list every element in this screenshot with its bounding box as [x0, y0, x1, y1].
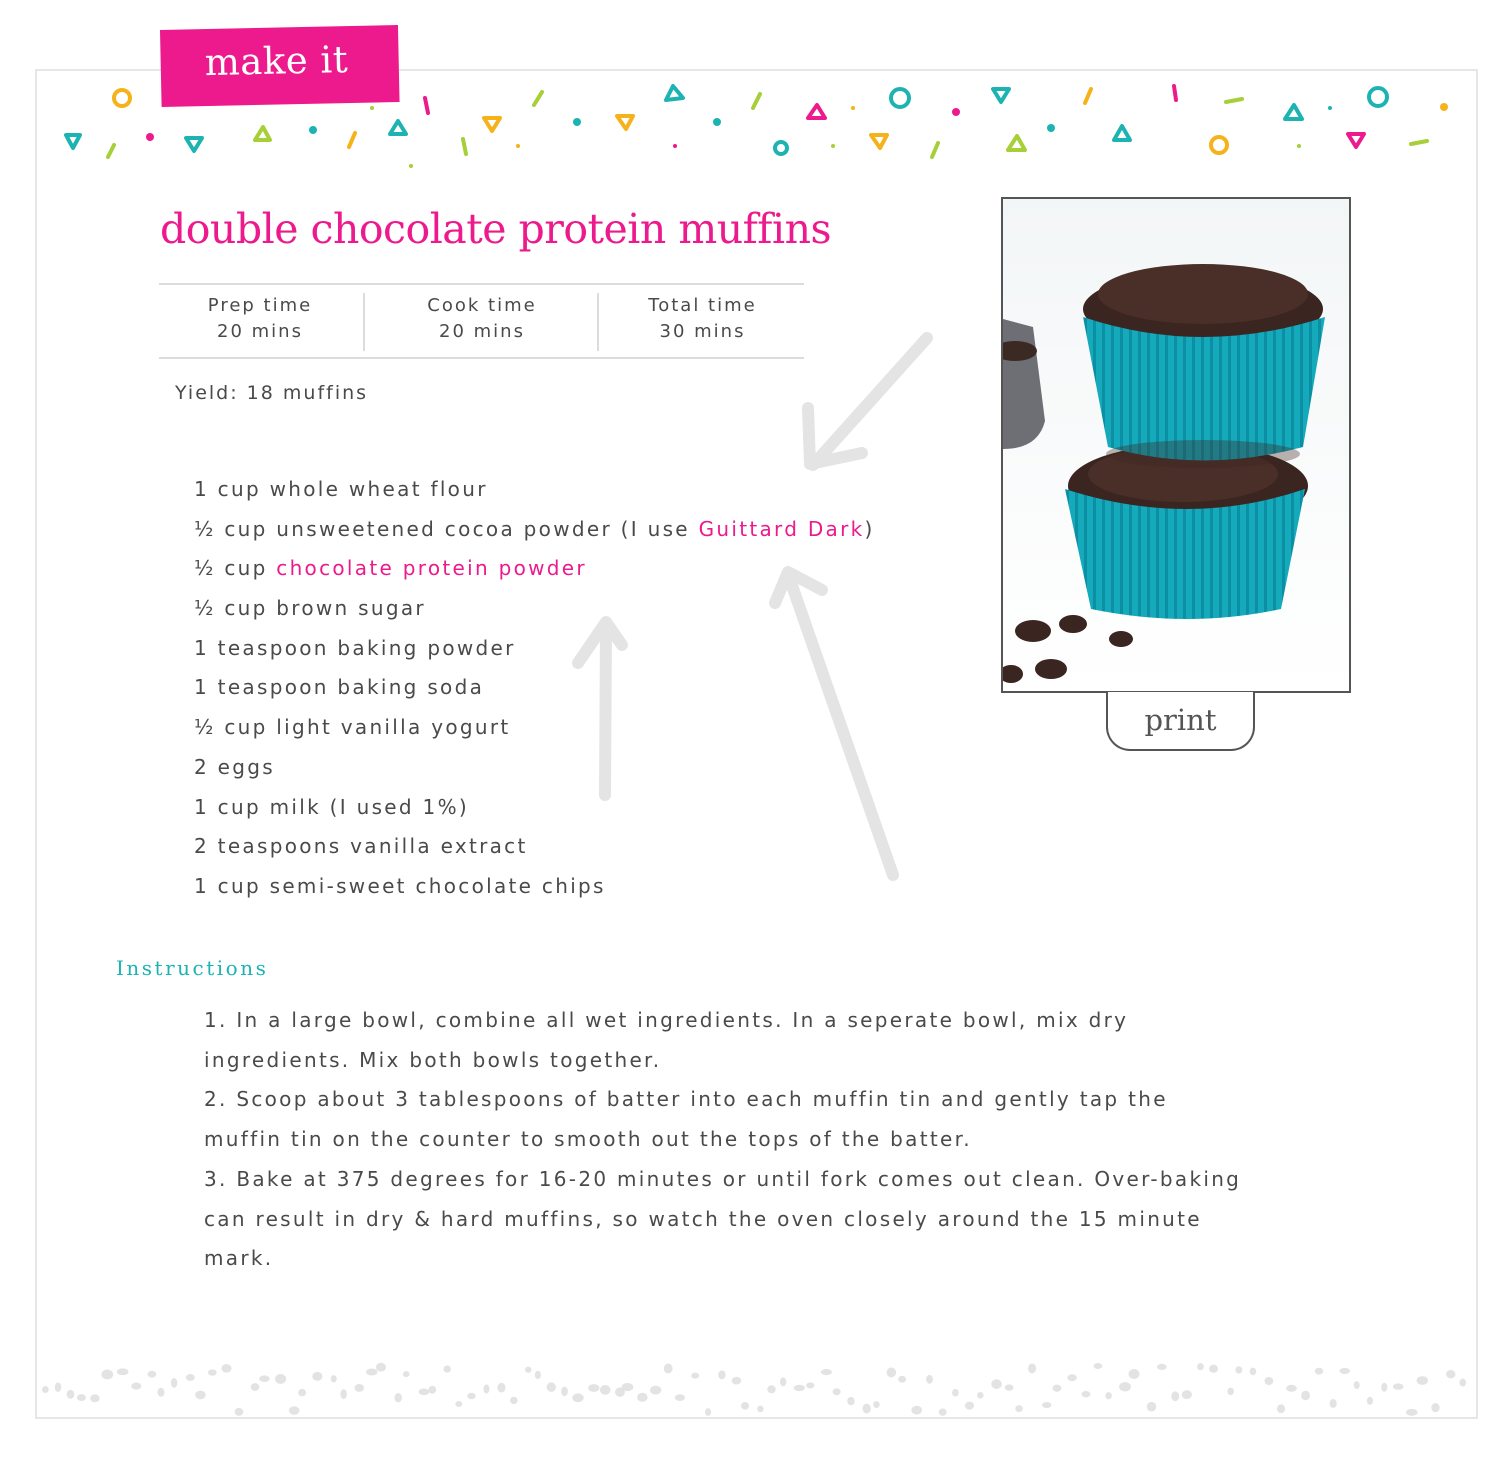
- decorative-dot: [366, 1368, 377, 1375]
- decorative-dot: [926, 1375, 933, 1384]
- decorative-dot: [1197, 1363, 1204, 1370]
- prep-time-label: Prep time: [207, 295, 313, 316]
- total-time-value: 30 mins: [659, 321, 746, 342]
- decorative-dot: [806, 1382, 814, 1388]
- ingredient-item: 1 cup semi-sweet chocolate chips: [194, 873, 606, 898]
- decorative-dot: [158, 1388, 165, 1397]
- decorative-dot: [259, 1375, 269, 1382]
- decorative-dot: [691, 1373, 699, 1379]
- decorative-dot: [939, 1408, 947, 1415]
- decorative-dot: [67, 1390, 75, 1399]
- decorative-dot: [376, 1363, 386, 1372]
- chocolate-protein-powder-link[interactable]: chocolate protein powder: [276, 556, 587, 581]
- decorative-dot: [1067, 1374, 1076, 1381]
- ingredient-item: 1 teaspoon baking powder: [194, 635, 516, 660]
- decorative-dot: [221, 1364, 231, 1373]
- decorative-dot: [1431, 1403, 1439, 1412]
- decorative-dot: [847, 1397, 854, 1406]
- decorative-dot: [741, 1402, 749, 1410]
- decorative-dot: [952, 1389, 959, 1397]
- recipe-yield: Yield: 18 muffins: [175, 382, 369, 404]
- ingredient-item: 1 cup whole wheat flour: [194, 477, 488, 501]
- guittard-dark-link[interactable]: Guittard Dark: [698, 516, 865, 541]
- cook-time-label: Cook time: [427, 295, 537, 316]
- decorative-dot: [600, 1385, 611, 1395]
- decorative-dot: [1209, 1365, 1218, 1373]
- decorative-dot: [887, 1368, 897, 1378]
- decorative-dot: [148, 1371, 157, 1378]
- decorative-dot: [588, 1384, 599, 1392]
- decorative-dot: [1147, 1402, 1156, 1412]
- decorative-dot: [1015, 1405, 1022, 1412]
- decorative-dot: [1227, 1388, 1234, 1395]
- ingredient-item: 1 cup milk (I used 1%): [194, 794, 469, 819]
- decorative-dot: [732, 1377, 742, 1385]
- instruction-step: 3. Bake at 375 degrees for 16-20 minutes or until fork comes out clean. Over-baking can result in dry & hard muffins, so watch the oven closely around the 15 minute mark.: [204, 1166, 1242, 1271]
- decorative-dot: [1157, 1364, 1167, 1370]
- decorative-dot: [794, 1385, 805, 1391]
- decorative-dot: [1094, 1363, 1103, 1369]
- decorative-dot: [467, 1393, 475, 1399]
- decorative-dot: [483, 1384, 489, 1393]
- decorative-dot: [898, 1376, 906, 1383]
- decorative-dot: [1393, 1383, 1404, 1389]
- decorative-dot: [1081, 1391, 1090, 1397]
- decorative-dot: [1265, 1377, 1274, 1385]
- decorative-dot: [863, 1404, 871, 1414]
- decorative-dot: [77, 1394, 86, 1401]
- decorative-dot: [873, 1401, 880, 1408]
- decorative-dot: [497, 1383, 505, 1393]
- decorative-dot: [208, 1369, 217, 1375]
- decorative-dot: [331, 1375, 337, 1382]
- decorative-dot: [1460, 1379, 1467, 1387]
- decorative-dot: [757, 1406, 764, 1413]
- decorative-dot: [251, 1383, 260, 1391]
- ingredient-item: 2 eggs: [194, 754, 275, 779]
- decorative-dot: [1301, 1391, 1310, 1400]
- decorative-dot: [821, 1369, 832, 1375]
- decorative-dot: [977, 1392, 984, 1399]
- decorative-dot: [1250, 1368, 1257, 1376]
- decorative-dot: [428, 1386, 436, 1394]
- decorative-dot: [965, 1402, 974, 1410]
- decorative-dot: [312, 1372, 322, 1381]
- decorative-dot: [395, 1393, 402, 1402]
- decorative-dot: [1171, 1391, 1179, 1401]
- decorative-dot: [1406, 1409, 1418, 1416]
- decorative-dot: [101, 1370, 113, 1380]
- ingredient-item: ½ cup brown sugar: [194, 596, 426, 621]
- decorative-dot: [443, 1365, 450, 1372]
- ingredient-text: ): [864, 516, 875, 541]
- decorative-dot: [131, 1383, 141, 1390]
- ingredient-item: 1 teaspoon baking soda: [194, 675, 485, 700]
- decorative-dot: [354, 1384, 364, 1392]
- decorative-dot: [1330, 1399, 1337, 1408]
- decorative-dot: [1128, 1369, 1139, 1379]
- ingredient-text: ½ cup: [194, 556, 277, 581]
- decorative-dot: [833, 1388, 841, 1395]
- decorative-dot: [1367, 1397, 1373, 1405]
- decorative-dot: [195, 1391, 206, 1400]
- decorative-dot: [622, 1383, 634, 1391]
- prep-time-value: 20 mins: [217, 321, 303, 342]
- print-button[interactable]: print: [1106, 692, 1255, 751]
- decorative-dot: [418, 1388, 429, 1395]
- instruction-step: 2. Scoop about 3 tablespoons of batter into each muffin tin and gently tap the muffin tin on the counter to smooth out the tops of the batter.: [204, 1087, 1168, 1152]
- ingredient-item: 2 teaspoons vanilla extract: [194, 834, 528, 859]
- decorative-dot: [650, 1386, 661, 1395]
- instruction-step: 1. In a large bowl, combine all wet ingredients. In a seperate bowl, mix dry ingredients. Mix both bowls together.: [204, 1008, 1129, 1072]
- decorative-dot: [275, 1374, 286, 1384]
- decorative-dot: [171, 1378, 177, 1388]
- decorative-dot: [117, 1368, 129, 1375]
- decorative-dot: [718, 1370, 725, 1379]
- decorative-dot: [525, 1367, 531, 1373]
- decorative-dot: [767, 1385, 775, 1393]
- decorative-dot: [561, 1387, 568, 1397]
- decorative-dot: [1315, 1368, 1324, 1375]
- instructions-heading: Instructions: [116, 956, 269, 980]
- decorative-dot: [289, 1406, 299, 1415]
- decorative-dot: [455, 1401, 462, 1407]
- decorative-dot: [42, 1386, 49, 1393]
- decorative-dot: [1286, 1385, 1297, 1392]
- decorative-dot: [991, 1379, 1002, 1389]
- cook-time-value: 20 mins: [439, 321, 525, 342]
- decorative-dot: [1446, 1370, 1455, 1378]
- ingredient-text: ½ cup unsweetened cocoa powder (I use: [194, 516, 699, 541]
- decorative-dot: [1417, 1376, 1428, 1385]
- decorative-dot: [1277, 1404, 1285, 1413]
- decorative-dot: [547, 1382, 556, 1392]
- decorative-dot: [572, 1393, 583, 1402]
- decorative-dot: [55, 1383, 61, 1393]
- decorative-dot: [1119, 1382, 1131, 1391]
- decorative-dot: [1354, 1381, 1360, 1389]
- decorative-dot: [780, 1377, 786, 1386]
- decorative-dot: [1381, 1383, 1387, 1392]
- decorative-dot: [1339, 1368, 1350, 1374]
- decorative-dot: [510, 1397, 518, 1404]
- decorative-dot: [911, 1406, 922, 1415]
- ingredient-item: ½ cup light vanilla yogurt: [194, 715, 511, 740]
- decorative-dot: [705, 1408, 711, 1416]
- decorative-dot: [298, 1389, 306, 1396]
- decorative-dot: [664, 1364, 673, 1374]
- recipe-title: double chocolate protein muffins: [160, 205, 832, 253]
- decorative-dot: [186, 1374, 195, 1381]
- decorative-dot: [90, 1394, 99, 1402]
- decorative-dot: [1028, 1363, 1036, 1373]
- total-time-label: Total time: [648, 295, 757, 316]
- decorative-dot: [1105, 1392, 1112, 1399]
- decorative-dot: [403, 1371, 409, 1377]
- decorative-dot: [675, 1394, 685, 1401]
- decorative-dot: [1052, 1385, 1061, 1392]
- decorative-dot: [1005, 1384, 1014, 1390]
- decorative-dot: [235, 1408, 244, 1416]
- decorative-dot: [535, 1371, 541, 1379]
- decorative-dot: [1182, 1390, 1192, 1399]
- decorative-dot: [637, 1393, 648, 1402]
- decorative-dot: [1235, 1366, 1242, 1373]
- make-it-tab-label: make it: [204, 38, 349, 85]
- decorative-dot: [1042, 1402, 1051, 1408]
- decorative-dot: [340, 1389, 347, 1399]
